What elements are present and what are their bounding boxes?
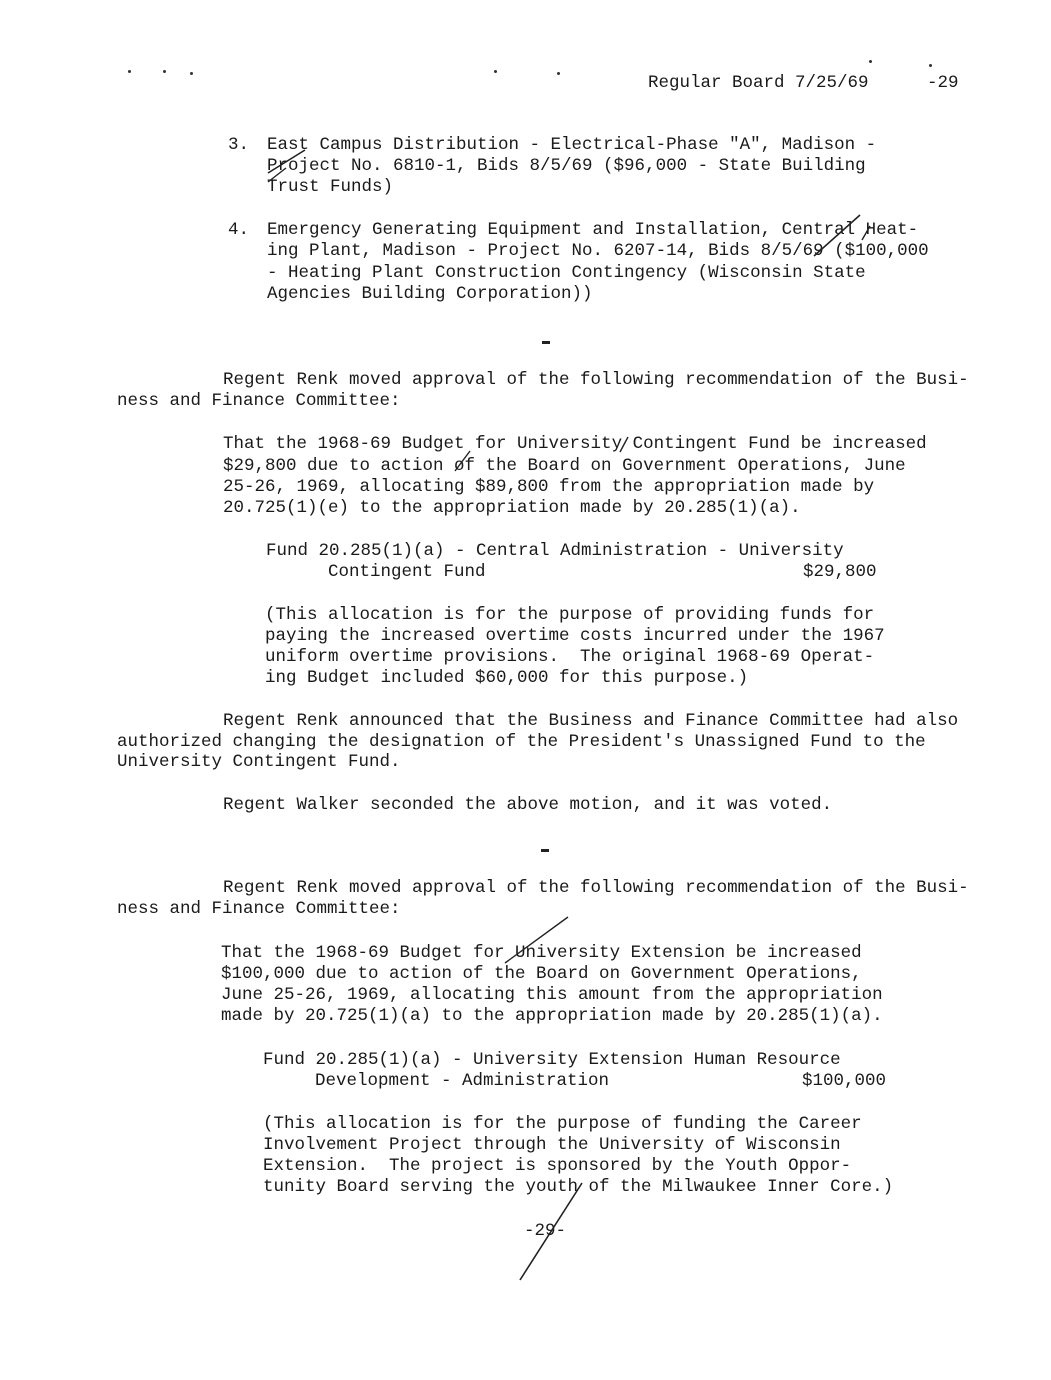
note-line: Extension. The project is sponsored by the Youth Oppor- bbox=[263, 1156, 852, 1176]
scan-speck bbox=[557, 72, 560, 75]
fund-line: Fund 20.285(1)(a) - Central Administration - University bbox=[266, 541, 844, 561]
scan-speck bbox=[494, 70, 497, 73]
resolution-line: That the 1968-69 Budget for University Contingent Fund be increased bbox=[223, 434, 927, 454]
note-line: Involvement Project through the University of Wisconsin bbox=[263, 1135, 841, 1155]
fund-amount: $29,800 bbox=[803, 562, 877, 582]
section-separator bbox=[542, 341, 550, 344]
page-header-title: Regular Board 7/25/69 bbox=[648, 73, 869, 93]
vote-line: Regent Walker seconded the above motion, and it was voted. bbox=[223, 795, 833, 815]
resolution-line: 20.725(1)(e) to the appropriation made by 20.285(1)(a). bbox=[223, 498, 801, 518]
motion-intro-line: ness and Finance Committee: bbox=[117, 391, 401, 411]
item-text-line: East Campus Distribution - Electrical-Phase "A", Madison - bbox=[267, 135, 877, 155]
page-number: -29- bbox=[524, 1221, 567, 1241]
page-header-number: -29 bbox=[927, 73, 959, 93]
section-separator bbox=[541, 849, 549, 852]
motion-intro-line: Regent Renk moved approval of the following recommendation of the Busi- bbox=[223, 370, 969, 390]
item-number: 4. bbox=[228, 220, 250, 240]
announcement-line: Regent Renk announced that the Business and Finance Committee had also bbox=[223, 711, 959, 731]
resolution-line: That the 1968-69 Budget for University Extension be increased bbox=[221, 943, 862, 963]
item-text-line: Emergency Generating Equipment and Installation, Central Heat- bbox=[267, 220, 919, 240]
note-line: (This allocation is for the purpose of providing funds for bbox=[265, 605, 875, 625]
fund-line: Contingent Fund bbox=[328, 562, 486, 582]
resolution-line: 25-26, 1969, allocating $89,800 from the appropriation made by bbox=[223, 477, 875, 497]
item-text-line: Project No. 6810-1, Bids 8/5/69 ($96,000 - State Building bbox=[267, 156, 866, 176]
item-text-line: - Heating Plant Construction Contingency (Wisconsin State bbox=[267, 263, 866, 283]
motion-intro-line: Regent Renk moved approval of the following recommendation of the Busi- bbox=[223, 878, 969, 898]
scan-speck bbox=[163, 70, 166, 73]
item-text-line: Agencies Building Corporation)) bbox=[267, 284, 593, 304]
note-line: ing Budget included $60,000 for this purpose.) bbox=[265, 668, 749, 688]
fund-line: Fund 20.285(1)(a) - University Extension Human Resource bbox=[263, 1050, 841, 1070]
resolution-line: made by 20.725(1)(a) to the appropriation made by 20.285(1)(a). bbox=[221, 1006, 883, 1026]
resolution-line: $100,000 due to action of the Board on Government Operations, bbox=[221, 964, 862, 984]
announcement-line: authorized changing the designation of the President's Unassigned Fund to the bbox=[117, 732, 926, 752]
motion-intro-line: ness and Finance Committee: bbox=[117, 899, 401, 919]
scan-speck bbox=[929, 64, 932, 67]
announcement-line: University Contingent Fund. bbox=[117, 752, 401, 772]
note-line: (This allocation is for the purpose of funding the Career bbox=[263, 1114, 862, 1134]
resolution-line: June 25-26, 1969, allocating this amount from the appropriation bbox=[221, 985, 883, 1005]
resolution-line: $29,800 due to action of the Board on Government Operations, June bbox=[223, 456, 906, 476]
note-line: tunity Board serving the youth of the Milwaukee Inner Core.) bbox=[263, 1177, 894, 1197]
fund-amount: $100,000 bbox=[802, 1071, 887, 1091]
scan-speck bbox=[128, 70, 131, 73]
scan-speck bbox=[869, 60, 872, 63]
fund-line: Development - Administration bbox=[315, 1071, 610, 1091]
note-line: paying the increased overtime costs incurred under the 1967 bbox=[265, 626, 885, 646]
scan-speck bbox=[190, 72, 193, 75]
item-text-line: ing Plant, Madison - Project No. 6207-14, Bids 8/5/69 ($100,000 bbox=[267, 241, 929, 261]
item-number: 3. bbox=[228, 135, 250, 155]
item-text-line: Trust Funds) bbox=[267, 177, 394, 197]
note-line: uniform overtime provisions. The original 1968-69 Operat- bbox=[265, 647, 875, 667]
